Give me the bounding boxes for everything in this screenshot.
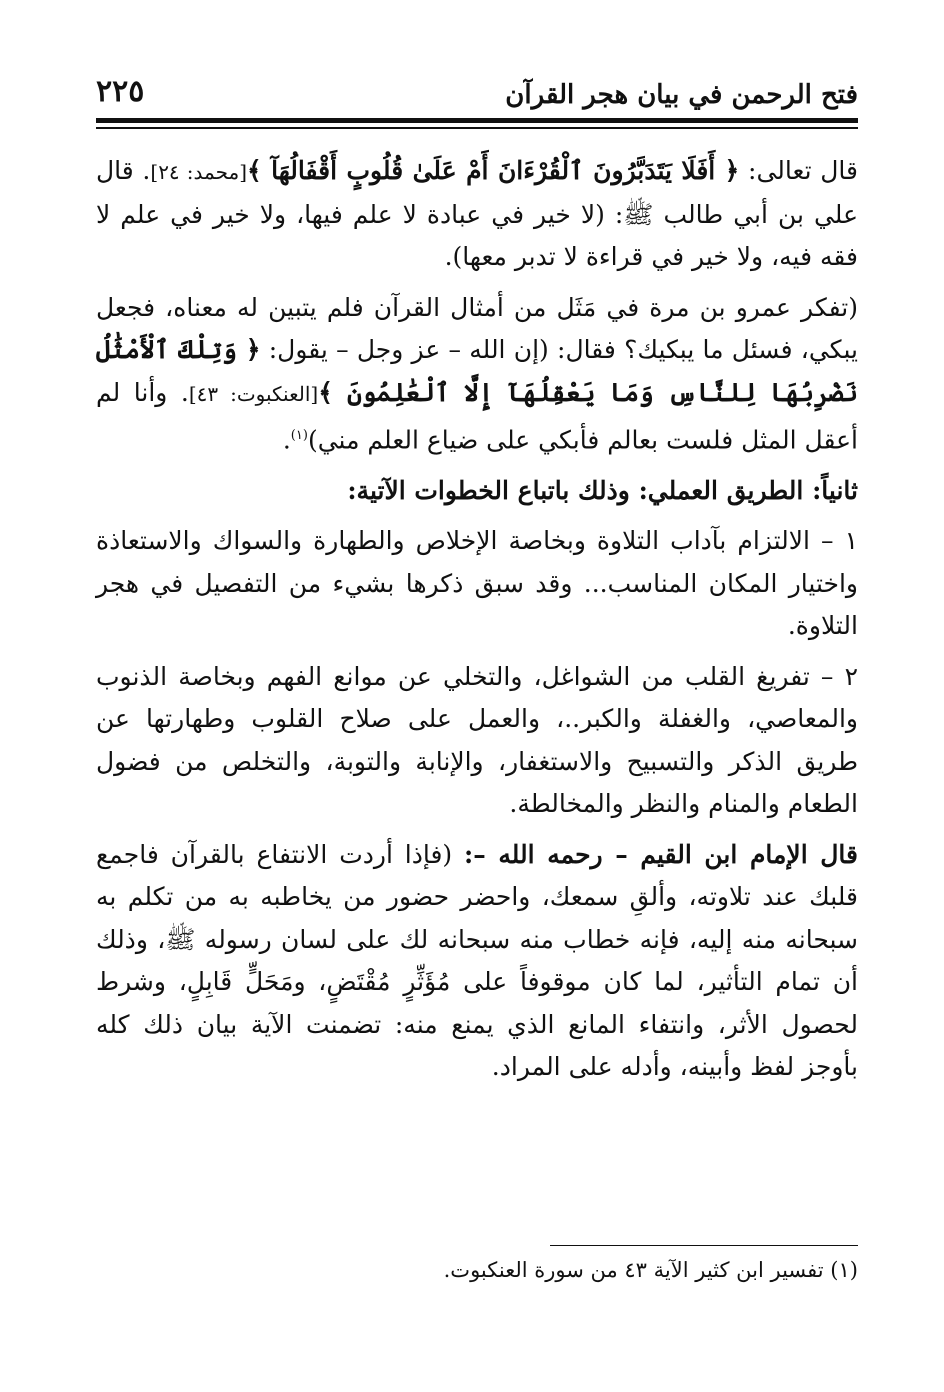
paragraph-ibn-qayyim [96, 834, 858, 1089]
paragraph-tadabbur-verse [96, 150, 858, 279]
header-rule-thick [96, 118, 858, 123]
list-item-1: ١ – الالتزام بآداب التلاوة وبخاصة الإخلاص والطهارة والسواك والاستعاذة واختيار المكان المناسب... وقد سبق ذكرها بشيء من التفصيل في هجر التلاوة. [96, 526, 858, 641]
list-item-2: ٢ – تفريغ القلب من الشواغل، والتخلي عن موانع الفهم وبخاصة الذنوب والمعاصي، والغفلة والكبر..، والعمل على صلاح القلوب وطهارتها عن طريق الذكر والتسبيح والاستغفار، والإنابة والتوبة، والتخلص من فضول الطعام والمنام والنظر والمخالطة. [96, 661, 858, 819]
quran-verse: ﴿ وَتِلْكَ ٱلْأَمْثَٰلُ نَضْرِبُهَا لِلنَّاسِ وَمَا يَعْقِلُهَآ إِلَّا ٱلْعَٰلِمُونَ ﴾ [96, 335, 858, 407]
page-body [96, 150, 858, 1097]
footnote: (١) تفسير ابن كثير الآية ٤٣ من سورة العنكبوت. [443, 1258, 858, 1282]
book-title: فتح الرحمن في بيان هجر القرآن [505, 80, 858, 110]
footnote-separator [550, 1245, 858, 1246]
page-number: ٢٢٥ [96, 74, 145, 109]
verse-reference: [محمد: ٢٤] [150, 160, 247, 184]
paragraph-amr-bin-murrah [96, 287, 858, 462]
page-header [96, 70, 858, 116]
text: . قال علي بن أبي طالب ﷺ: (لا خير في عبادة لا علم فيها، ولا خير في علم لا فقه فيه، ولا خير في قراءة لا تدبر معها). [96, 156, 858, 271]
section-heading: ثانياً: الطريق العملي: وذلك باتباع الخطوات الآتية: [347, 475, 858, 505]
footnote-marker: (١) [290, 428, 308, 443]
quote-author: قال الإمام ابن القيم – رحمه الله –: [464, 839, 858, 869]
text: . وأنا لم أعقل المثل فلست بعالم فأبكي على ضياع العلم مني) [96, 377, 858, 455]
text: قال تعالى: [739, 156, 858, 185]
text: . [282, 425, 291, 455]
quran-verse: ﴿ أَفَلَا يَتَدَبَّرُونَ ٱلْقُرْءَانَ أَمْ عَلَىٰ قُلُوبٍ أَقْفَالُهَآ ﴾ [247, 156, 740, 185]
verse-reference: [العنكبوت: ٤٣] [188, 381, 319, 406]
text: (تفكر عمرو بن مرة في مَثَل من أمثال القرآن فلم يتبين له معناه، فجعل يبكي، فسئل ما يبكيك؟ فقال: (إن الله – عز وجل – يقول: [96, 292, 858, 364]
header-rule-thin [96, 127, 858, 129]
quote-text: (فإذا أردت الانتفاع بالقرآن فاجمع قلبك عند تلاوته، وألقِ سمعك، واحضر حضور من يخاطبه به من تكلم به سبحانه منه إليه، فإنه خطاب منه سبحانه لك على لسان رسوله ﷺ، وذلك أن تمام التأثير، لما كان موقوفاً على مُؤَثِّرٍ مُقْتَضٍ، ومَحَلٍّ قَابِلٍ، وشرط لحصول الأثر، وانتفاء المانع الذي يمنع منه: تضمنت الآية بيان ذلك كله بأوجز لفظ وأبينه، وأدله على المراد. [96, 839, 858, 1082]
